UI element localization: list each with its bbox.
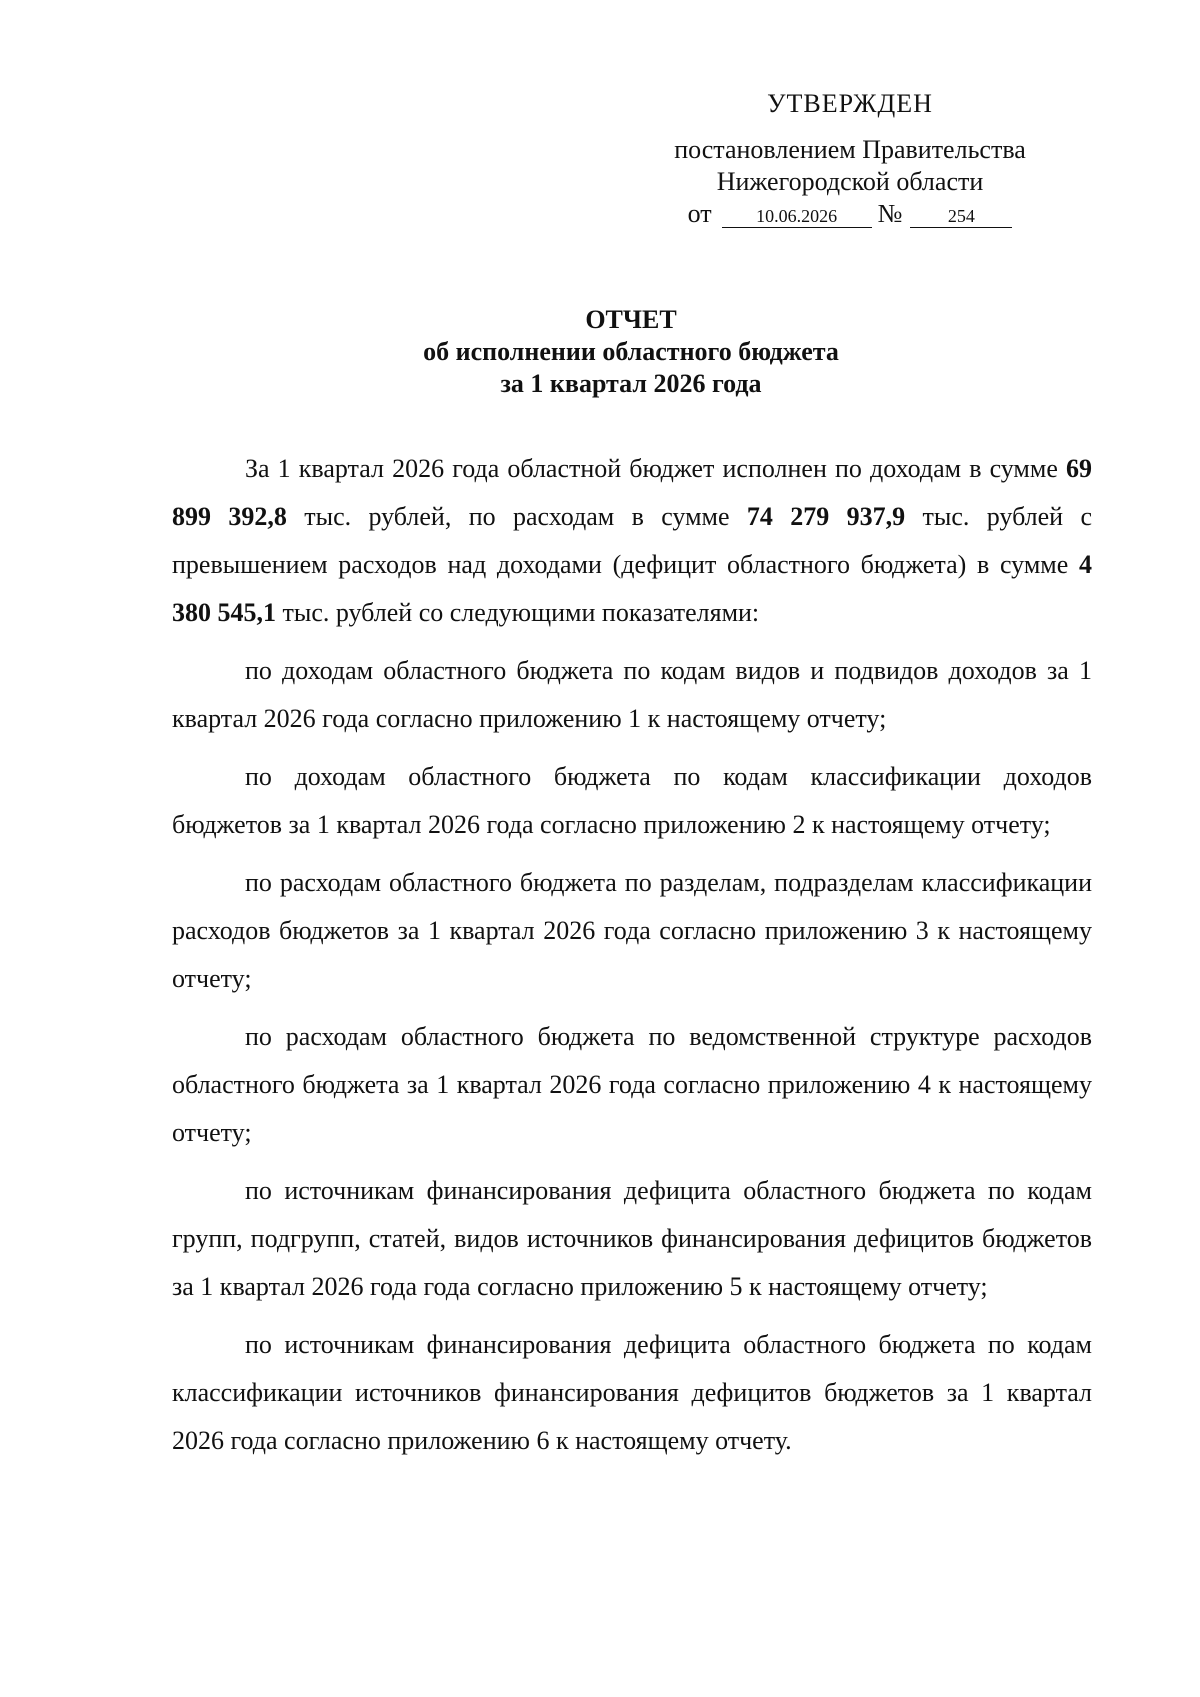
approval-dateline xyxy=(640,198,1060,230)
intro-paragraph xyxy=(172,445,1092,637)
decree-number: 254 xyxy=(910,205,1012,228)
title-subject: об исполнении областного бюджета xyxy=(423,337,839,366)
item-paragraph-appendix-5: по источникам финансирования дефицита областного бюджета по кодам групп, подгрупп, статей, видов источников финансирования дефицитов бюджетов за 1 квартал 2026 года года согласно приложению 5 к настоящему отчету; xyxy=(172,1176,1092,1301)
title-period: за 1 квартал 2026 года xyxy=(500,369,762,398)
intro-text-2: тыс. рублей, по расходам в сумме xyxy=(286,502,747,531)
document-body xyxy=(172,445,1092,1475)
date-prefix: от xyxy=(687,199,712,228)
expenses-amount: 74 279 937,9 xyxy=(746,502,906,531)
item-paragraph-appendix-6: по источникам финансирования дефицита областного бюджета по кодам классификации источников финансирования дефицитов бюджетов за 1 квартал 2026 года согласно приложению 6 к настоящему отчету. xyxy=(172,1330,1092,1455)
deficit-amount: 4 380 545,1 xyxy=(172,550,1092,627)
item-paragraph-appendix-3: по расходам областного бюджета по разделам, подразделам классификации расходов бюджетов за 1 квартал 2026 года согласно приложению 3 к настоящему отчету; xyxy=(172,868,1092,993)
item-paragraph-appendix-2: по доходам областного бюджета по кодам классификации доходов бюджетов за 1 квартал 2026 года согласно приложению 2 к настоящему отчету; xyxy=(172,762,1092,839)
item-paragraph-appendix-4: по расходам областного бюджета по ведомственной структуре расходов областного бюджета за 1 квартал 2026 года согласно приложению 4 к настоящему отчету; xyxy=(172,1022,1092,1147)
number-sign: № xyxy=(877,199,903,228)
income-amount: 69 899 392,8 xyxy=(172,454,1092,531)
document-title xyxy=(170,304,1092,400)
intro-text-1: За 1 квартал 2026 года областной бюджет исполнен по доходам в сумме xyxy=(245,454,1066,483)
item-paragraph-appendix-1: по доходам областного бюджета по кодам видов и подвидов доходов за 1 квартал 2026 года согласно приложению 1 к настоящему отчету; xyxy=(172,656,1092,733)
approval-authority: постановлением Правительства xyxy=(674,135,1026,164)
approval-stamp: УТВЕРЖДЕН xyxy=(767,89,933,118)
approval-region: Нижегородской области xyxy=(716,167,984,196)
approval-block xyxy=(640,88,1060,230)
intro-text-4: тыс. рублей со следующими показателями: xyxy=(276,598,760,627)
decree-date: 10.06.2026 xyxy=(722,205,872,228)
intro-text-3: тыс. рублей с превышением расходов над доходами (дефицит областного бюджета) в сумме xyxy=(172,502,1092,579)
title-heading: ОТЧЕТ xyxy=(585,305,677,334)
